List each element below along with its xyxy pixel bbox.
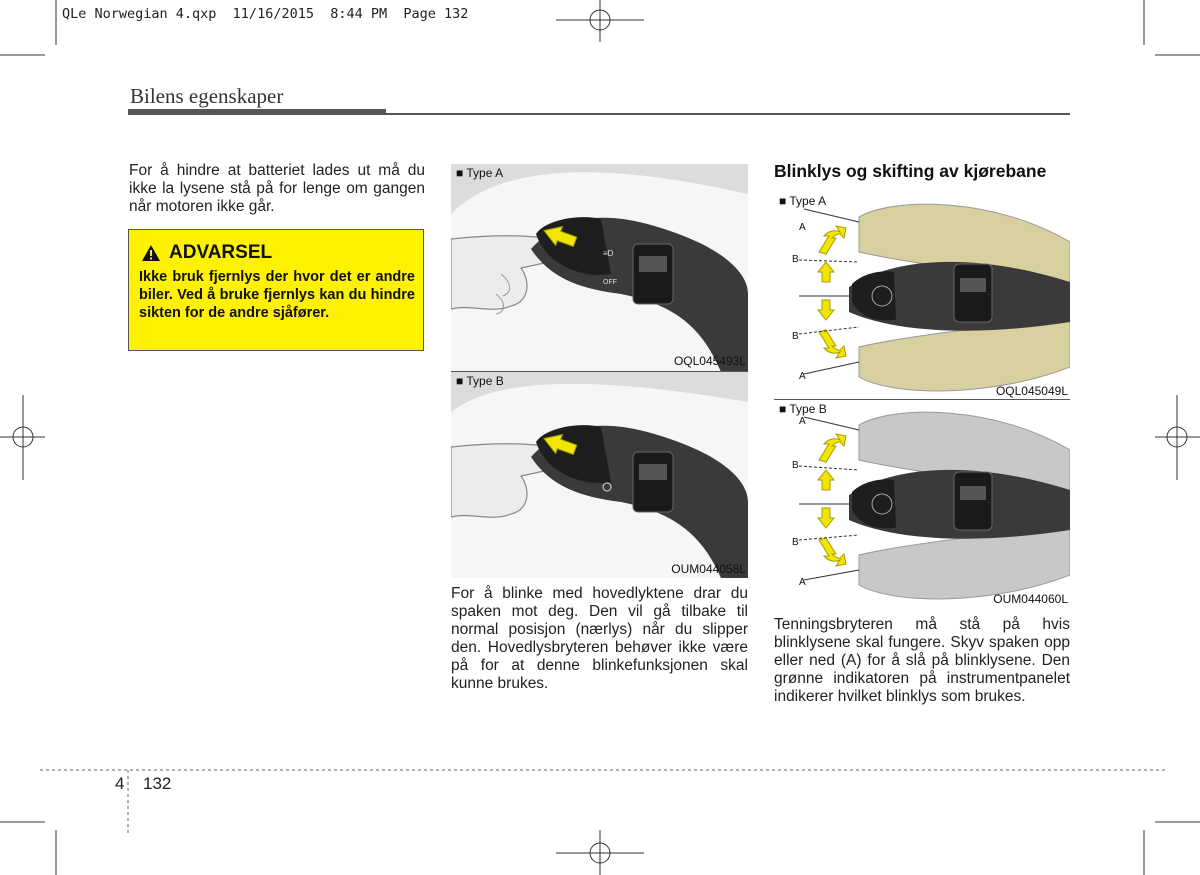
figure-type-a-turn-signal	[774, 192, 1070, 400]
turn-signal-paragraph: Tenningsbryteren må stå på hvis blinklysene skal fungere. Skyv spaken opp eller ned (A) for å slå på blinklysene. Den grønne indikatoren på instrumentpanelet indikerer hvilket blinklys som brukes.	[774, 616, 1070, 705]
figure-b-code: OUM044058L	[671, 562, 746, 576]
warning-text: Ikke bruk fjernlys der hvor det er andre biler. Ved å bruke fjernlys kan du hindre sikten for de andre sjåfører.	[139, 269, 415, 321]
warning-heading	[141, 242, 272, 264]
turn-figure-b-label: ■ Type B	[779, 402, 827, 416]
square-bullet-icon: ■	[456, 374, 464, 388]
callout-a-top: A	[799, 222, 806, 233]
header-rule-thick	[128, 109, 386, 115]
callout-b-bottom: B	[792, 331, 799, 342]
registration-mark-left	[0, 395, 45, 480]
turn-signal-illustration-a	[774, 192, 1070, 400]
intro-paragraph: For å hindre at batteriet lades ut må du ikke la lysene stå på for lenge om gangen når motoren ikke går.	[129, 162, 425, 215]
chapter-number: 4	[115, 774, 125, 793]
callout-b-bottom: B	[792, 537, 799, 548]
header-rule-thin	[386, 113, 1070, 115]
lever-pull-illustration-a	[451, 164, 748, 372]
callout-b-top: B	[792, 254, 799, 265]
warning-triangle-icon	[141, 244, 161, 262]
registration-mark-top	[556, 0, 644, 42]
flash-paragraph: For å blinke med hovedlyktene drar du spaken mot deg. Den vil gå tilbake til normal posisjon (nærlys) når du slipper den. Hovedlysbryteren behøver ikke være på for at denne blinkefunksjonen skal kunne brukes.	[451, 585, 748, 692]
callout-a-bottom: A	[799, 577, 806, 588]
slug-line: QLe Norwegian 4.qxp 11/16/2015 8:44 PM Page 132	[62, 6, 469, 22]
callout-a-bottom: A	[799, 371, 806, 382]
warning-box	[128, 229, 424, 351]
registration-mark-bottom	[556, 830, 644, 875]
warning-title: ADVARSEL	[169, 242, 273, 263]
page-number: 132	[143, 774, 172, 793]
svg-text:OFF: OFF	[603, 279, 617, 286]
square-bullet-icon: ■	[779, 402, 787, 416]
lever-pull-illustration-b	[451, 372, 748, 578]
turn-figure-a-label: ■ Type A	[779, 194, 827, 208]
section-title: Bilens egenskaper	[130, 84, 284, 108]
figure-b-label: ■ Type B	[456, 374, 504, 388]
figure-type-b-turn-signal	[774, 400, 1070, 608]
figure-type-a-high-beam	[451, 164, 748, 372]
figure-type-b-high-beam	[451, 372, 748, 578]
turn-figure-b-code: OUM044060L	[993, 592, 1068, 606]
turn-signal-illustration-b	[774, 400, 1070, 608]
square-bullet-icon: ■	[456, 166, 464, 180]
turn-signal-heading: Blinklys og skifting av kjørebane	[774, 161, 1047, 181]
registration-mark-right	[1155, 395, 1200, 480]
svg-text:≡D: ≡D	[603, 249, 614, 258]
callout-b-top: B	[792, 460, 799, 471]
square-bullet-icon: ■	[779, 194, 787, 208]
callout-a-top: A	[799, 416, 806, 427]
figure-a-code: OQL045493L	[673, 354, 746, 368]
figure-a-label: ■ Type A	[456, 166, 504, 180]
turn-figure-a-code: OQL045049L	[995, 384, 1068, 398]
